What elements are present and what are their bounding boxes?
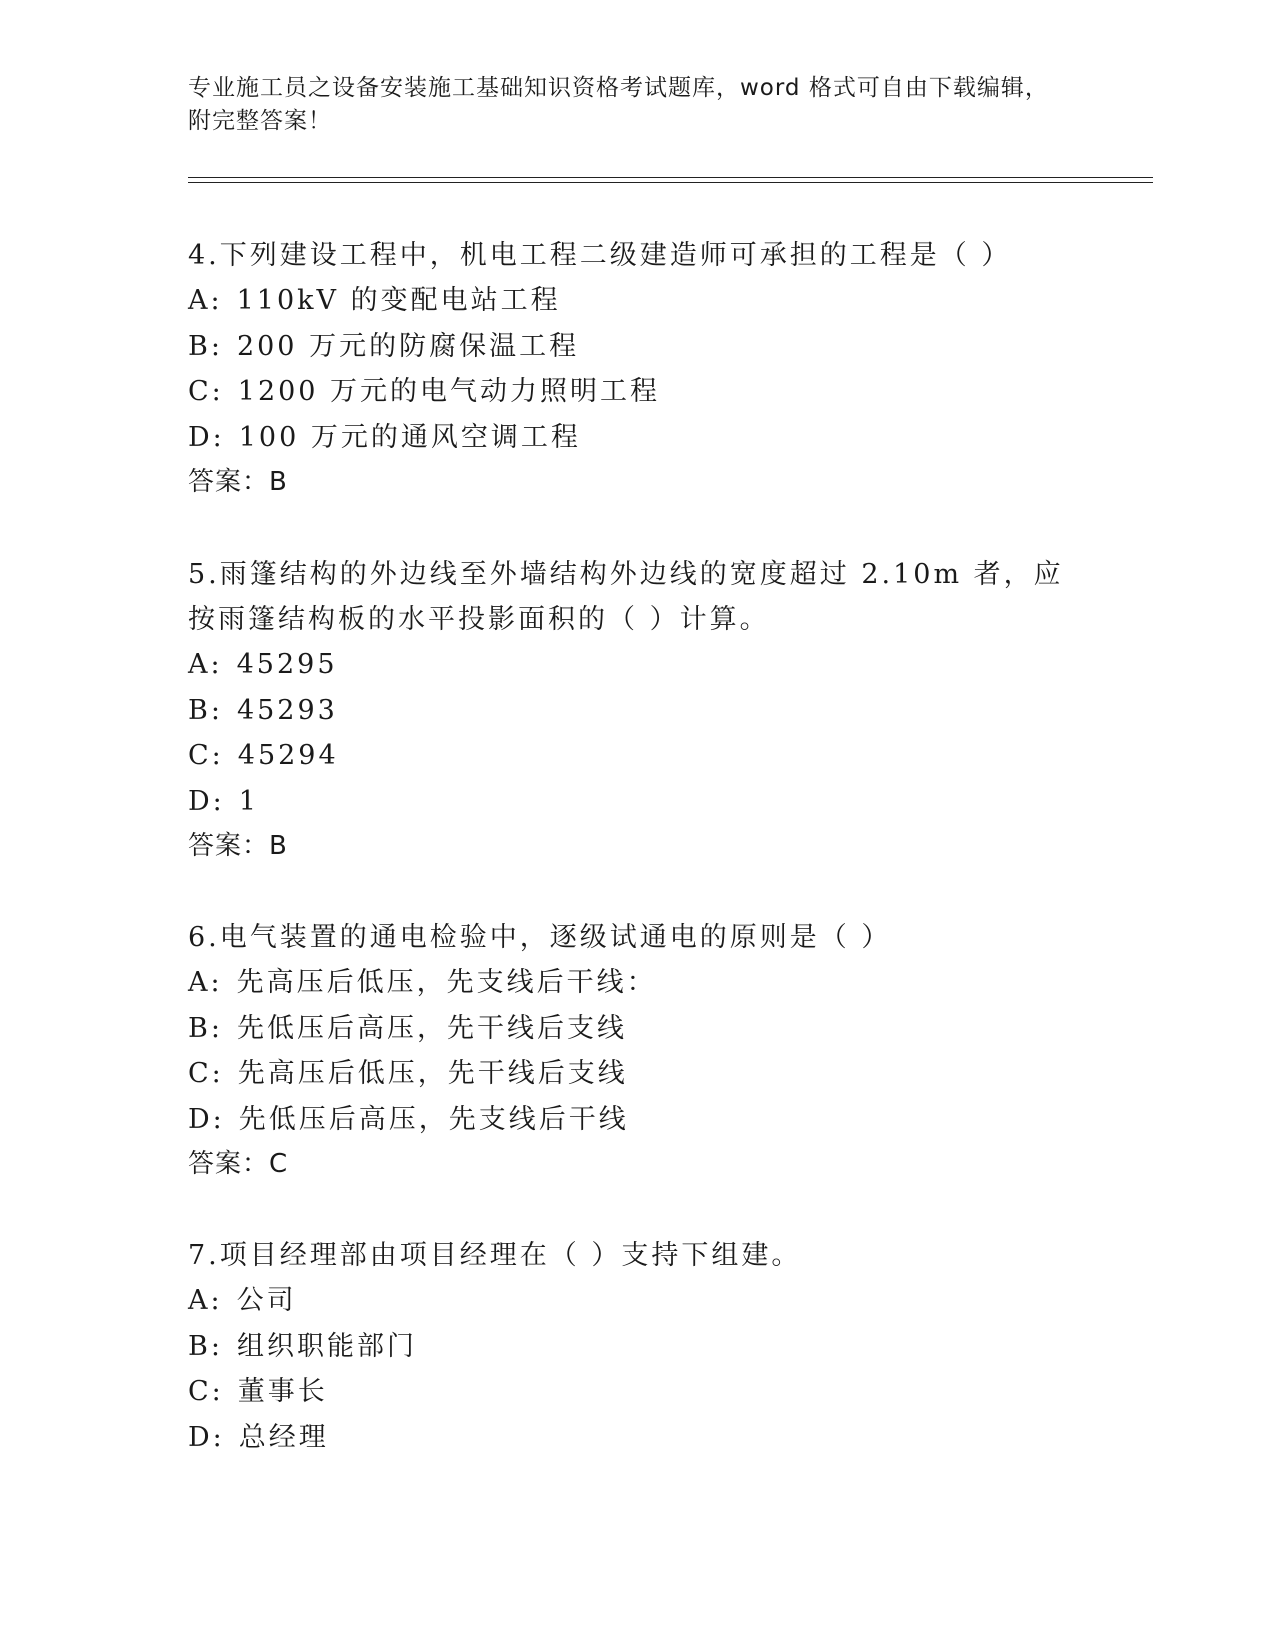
option-b (188, 688, 1088, 734)
option-text: 100 万元的通风空调工程 (238, 421, 581, 453)
header-divider-bottom (188, 182, 1153, 183)
option-a (188, 960, 1088, 1006)
option-text: 110kV 的变配电站工程 (236, 285, 561, 316)
question-4 (188, 233, 1088, 506)
question-7 (188, 1233, 1088, 1460)
option-text: 董事长 (237, 1376, 328, 1407)
header-divider-top (188, 177, 1153, 178)
option-text: 总经理 (238, 1421, 329, 1453)
option-key: B: (188, 1012, 223, 1044)
option-key: C: (188, 1376, 224, 1407)
option-key: B: (188, 1330, 223, 1362)
option-d (188, 1415, 1088, 1461)
option-key: B: (188, 694, 223, 726)
option-key: D: (188, 1421, 225, 1453)
option-c (188, 733, 1088, 779)
option-d (188, 1097, 1088, 1143)
question-stem: 4.下列建设工程中，机电工程二级建造师可承担的工程是（ ） (188, 240, 1012, 271)
option-key: B: (188, 330, 223, 362)
option-c (188, 1369, 1088, 1415)
option-text: 先高压后低压，先支线后干线： (236, 967, 657, 998)
option-text: 45295 (236, 649, 338, 680)
question-6 (188, 915, 1088, 1188)
option-text: 先低压后高压，先支线后干线 (238, 1103, 629, 1135)
question-5 (188, 552, 1088, 870)
option-d (188, 779, 1088, 825)
option-key: A: (188, 1285, 223, 1316)
option-key: C: (188, 1058, 224, 1089)
option-a (188, 1278, 1088, 1324)
option-text: 200 万元的防腐保温工程 (236, 330, 580, 362)
answer-line: 答案：C (188, 1149, 289, 1179)
option-b (188, 1006, 1088, 1052)
option-text: 先低压后高压，先干线后支线 (236, 1012, 627, 1044)
question-stem: 6.电气装置的通电检验中，逐级试通电的原则是（ ） (188, 922, 892, 953)
option-key: A: (188, 967, 223, 998)
option-key: A: (188, 285, 223, 316)
option-d (188, 415, 1088, 461)
option-text: 45293 (236, 694, 338, 726)
answer-line: 答案：B (188, 831, 288, 861)
option-key: D: (188, 785, 225, 817)
option-a (188, 642, 1088, 688)
option-text: 组织职能部门 (236, 1330, 417, 1362)
option-text: 公司 (236, 1285, 297, 1316)
option-key: C: (188, 376, 224, 407)
question-stem: 7.项目经理部由项目经理在（ ）支持下组建。 (188, 1240, 802, 1271)
option-text: 1200 万元的电气动力照明工程 (237, 376, 661, 407)
header-line-1: 专业施工员之设备安装施工基础知识资格考试题库，word 格式可自由下载编辑， (188, 75, 1049, 101)
option-key: D: (188, 421, 225, 453)
option-key: D: (188, 1103, 225, 1135)
option-text: 先高压后低压，先干线后支线 (237, 1058, 628, 1089)
header-line-2: 附完整答案！ (188, 108, 332, 134)
option-a (188, 278, 1088, 324)
option-key: C: (188, 740, 224, 771)
question-stem: 5.雨篷结构的外边线至外墙结构外边线的宽度超过 2.10m 者，应按雨篷结构板的水平投影面积的（ ）计算。 (188, 559, 1064, 635)
document-header (188, 72, 1078, 138)
option-text: 45294 (237, 740, 339, 771)
option-key: A: (188, 649, 223, 680)
option-text: 1 (238, 785, 259, 817)
option-b (188, 1324, 1088, 1370)
option-c (188, 369, 1088, 415)
option-b (188, 324, 1088, 370)
answer-line: 答案：B (188, 467, 288, 497)
option-c (188, 1051, 1088, 1097)
